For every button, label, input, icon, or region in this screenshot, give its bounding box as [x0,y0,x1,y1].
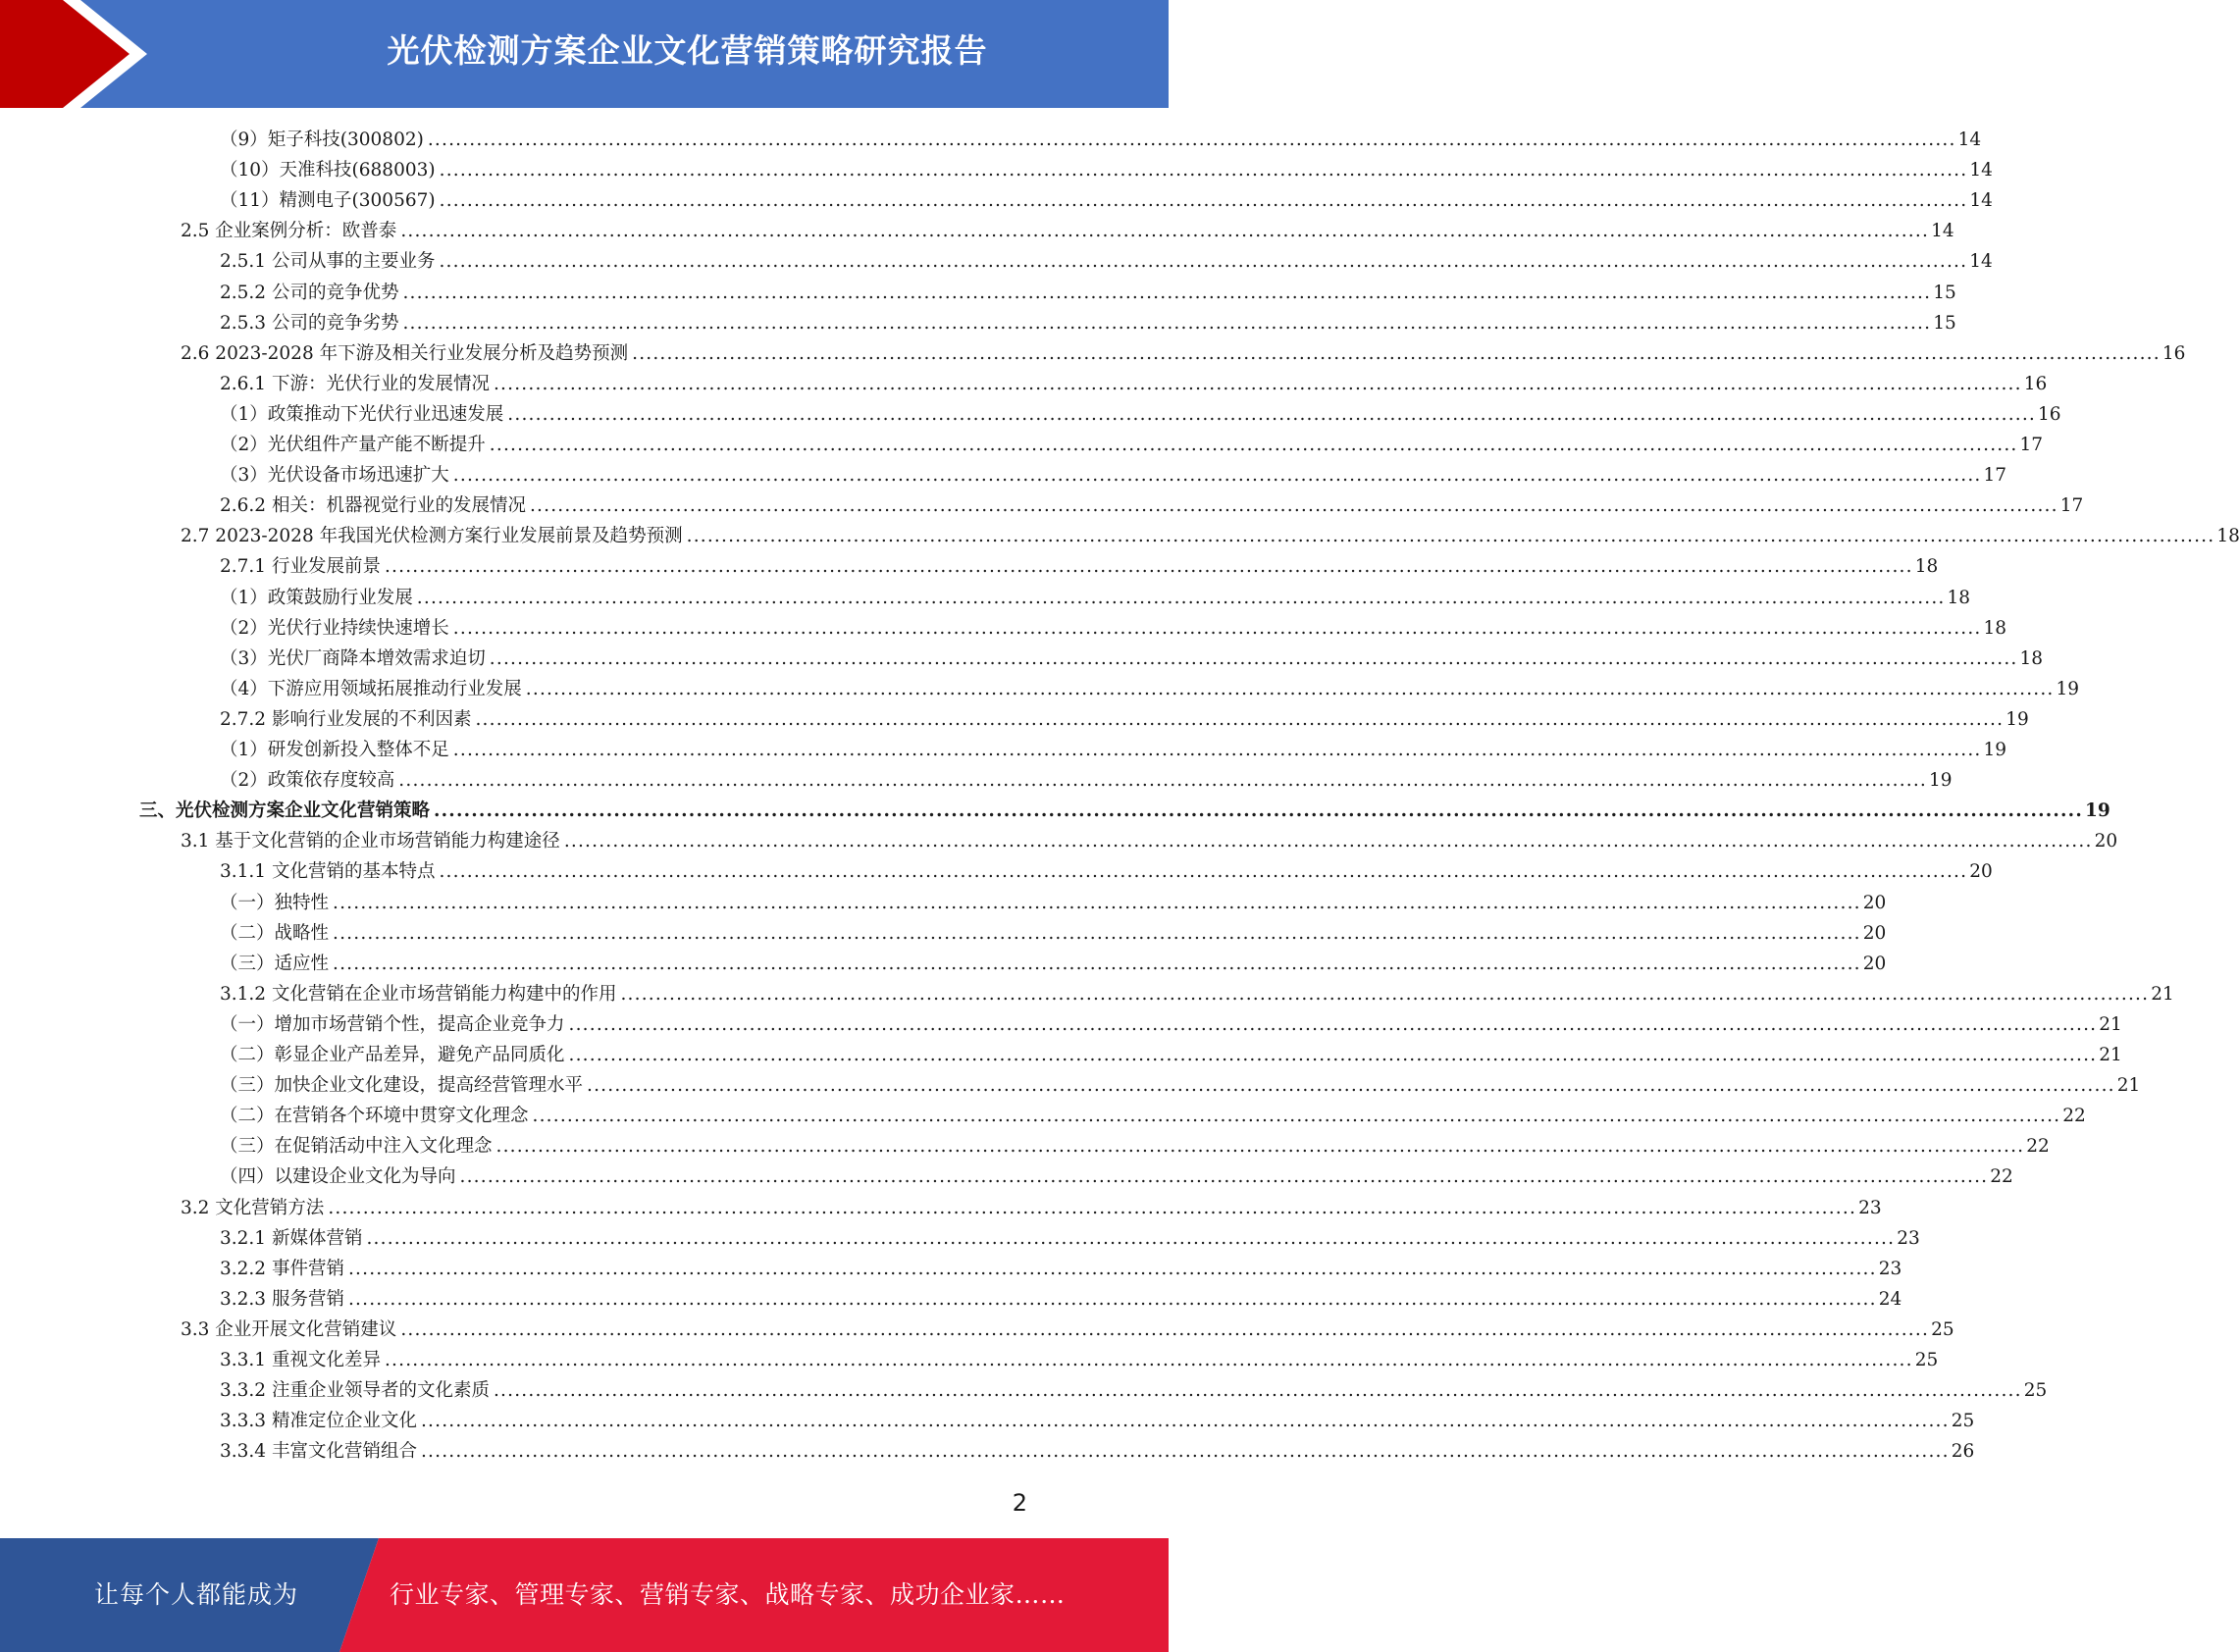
toc-leader-dots: ............................................................................................................................................................................................................................ [568,1045,2098,1065]
toc-entry-label: （1）政策鼓励行业发展 [220,587,413,608]
toc-entry-label: 3.2.3 服务营销 [220,1288,344,1310]
toc-leader-dots: ............................................................................................................................................................................................................................ [632,342,2161,364]
toc-entry[interactable] [220,613,2007,644]
toc-entry[interactable] [220,1040,2122,1070]
toc-entry-label: （11）精测电子(300567) [220,190,436,212]
toc-entry-label: 3.3.2 注重企业领导者的文化素质 [220,1380,490,1402]
toc-entry-page: 25 [1931,1318,1954,1340]
toc-entry-label: 3.3.4 丰富文化营销组合 [220,1441,417,1463]
toc-leader-dots: ............................................................................................................................................................................................................................ [532,1106,2061,1127]
toc-entry-label: 3.1.2 文化营销在企业市场营销能力构建中的作用 [220,983,617,1005]
toc-entry-label: 3.2 文化营销方法 [181,1197,325,1218]
toc-entry[interactable] [220,1070,2141,1101]
toc-leader-dots: ............................................................................................................................................................................................................................ [328,1197,1857,1218]
page-number: 2 [1012,1489,1027,1517]
toc-leader-dots: ............................................................................................................................................................................................................................ [439,251,1968,273]
toc-entry-label: （二）战略性 [220,922,330,944]
toc-entry[interactable] [220,765,1953,796]
toc-entry-label: （四）以建设企业文化为导向 [220,1166,456,1188]
toc-entry[interactable] [220,278,1956,308]
toc-entry-label: 2.5.1 公司从事的主要业务 [220,251,436,273]
toc-leader-dots: ............................................................................................................................................................................................................................ [620,983,2150,1005]
toc-entry-label: （2）政策依存度较高 [220,770,395,792]
toc-entry[interactable] [220,490,2084,521]
toc-leader-dots: ............................................................................................................................................................................................................................ [416,587,1946,608]
toc-entry-label: 3.1 基于文化营销的企业市场营销能力构建途径 [181,831,560,852]
toc-leader-dots: ............................................................................................................................................................................................................................ [420,1441,1950,1463]
toc-leader-dots: ............................................................................................................................................................................................................................ [507,403,2037,425]
toc-entry-label: （二）彰显企业产品差异，避免产品同质化 [220,1045,565,1065]
toc-entry-page: 21 [2151,983,2174,1005]
toc-entry-label: 2.7.1 行业发展前景 [220,556,381,578]
toc-leader-dots: ............................................................................................................................................................................................................................ [686,526,2215,547]
toc-leader-dots: ............................................................................................................................................................................................................................ [402,312,1932,334]
toc-entry-page: 21 [2099,1013,2122,1035]
toc-entry-page: 19 [1929,770,1953,792]
toc-entry[interactable] [220,644,2044,674]
toc-entry-label: 3.3 企业开展文化营销建议 [181,1318,397,1340]
toc-entry-page: 25 [1951,1411,1975,1432]
toc-leader-dots: ............................................................................................................................................................................................................................ [366,1227,1896,1249]
toc-entry-page: 19 [1983,740,2007,760]
toc-entry-label: 2.5 企业案例分析：欧普泰 [181,221,397,242]
toc-entry-label: 2.6 2023-2028 年下游及相关行业发展分析及趋势预测 [181,342,629,364]
toc-entry-page: 16 [2038,403,2061,425]
toc-entry-label: （2）光伏行业持续快速增长 [220,617,449,639]
toc-leader-dots: ............................................................................................................................................................................................................................ [459,1166,1989,1188]
toc-entry-label: （2）光伏组件产量产能不断提升 [220,435,486,455]
toc-entry-page: 19 [2056,678,2080,699]
toc-leader-dots: ............................................................................................................................................................................................................................ [475,708,2005,730]
toc-entry-label: 3.1.1 文化营销的基本特点 [220,861,436,883]
toc-entry-label: （三）在促销活动中注入文化理念 [220,1136,493,1158]
toc-entry-page: 14 [1969,251,1993,273]
toc-entry[interactable] [220,460,2007,490]
toc-entry-page: 14 [1969,160,1993,181]
toc-leader-dots: ............................................................................................................................................................................................................................ [493,373,2022,394]
toc-entry[interactable] [220,308,1956,338]
toc-entry[interactable] [220,1223,1920,1254]
toc-entry[interactable] [220,1406,1975,1436]
toc-leader-dots: ............................................................................................................................................................................................................................ [452,740,1982,760]
toc-leader-dots: ............................................................................................................................................................................................................................ [384,1350,1913,1370]
toc-leader-dots: ............................................................................................................................................................................................................................ [452,617,1982,639]
toc-entry-page: 24 [1878,1288,1902,1310]
toc-entry-label: （一）增加市场营销个性，提高企业竞争力 [220,1013,565,1035]
report-title: 光伏检测方案企业文化营销策略研究报告 [387,31,988,70]
toc-entry-page: 19 [2084,800,2110,822]
toc-entry-page: 25 [2023,1380,2048,1402]
toc-leader-dots: ............................................................................................................................................................................................................................ [439,190,1968,212]
toc-entry-label: 2.7.2 影响行业发展的不利因素 [220,708,472,730]
toc-entry-page: 18 [1914,556,1939,578]
toc-leader-dots: ............................................................................................................................................................................................................................ [568,1013,2098,1035]
toc-entry[interactable] [181,338,2186,369]
toc-entry[interactable] [181,1315,1954,1345]
toc-entry-page: 14 [1969,190,1993,212]
toc-entry[interactable] [220,704,2029,735]
footer-slogan-right: 行业专家、管理专家、营销专家、战略专家、成功企业家…… [390,1580,1066,1609]
toc-entry[interactable] [220,1101,2086,1131]
toc-entry-label: 3.2.1 新媒体营销 [220,1227,363,1249]
toc-entry[interactable] [220,155,1993,185]
toc-leader-dots: ............................................................................................................................................................................................................................ [420,1411,1950,1432]
toc-leader-dots: ............................................................................................................................................................................................................................ [529,495,2058,517]
toc-entry-label: 三、光伏检测方案企业文化营销策略 [139,800,431,822]
toc-entry-label: （9）矩子科技(300802) [220,129,424,150]
toc-leader-dots: ............................................................................................................................................................................................................................ [398,770,1928,792]
toc-entry-page: 18 [2216,526,2240,547]
page-header [0,0,1169,108]
toc-entry[interactable] [220,918,1887,949]
toc-entry[interactable] [220,949,1887,979]
toc-entry[interactable] [181,216,1954,246]
toc-entry-page: 18 [1983,617,2007,639]
toc-entry-page: 20 [1969,861,1993,883]
toc-entry-page: 18 [2019,647,2044,669]
toc-leader-dots: ............................................................................................................................................................................................................................ [493,1380,2022,1402]
toc-entry-page: 17 [1983,465,2007,487]
toc-leader-dots: ............................................................................................................................................................................................................................ [452,465,1982,487]
toc-entry-label: （3）光伏厂商降本增效需求迫切 [220,647,486,669]
toc-leader-dots: ............................................................................................................................................................................................................................ [427,129,1956,150]
toc-entry-label: 3.3.1 重视文化差异 [220,1350,381,1370]
toc-entry-page: 25 [1914,1350,1939,1370]
toc-entry-label: （1）研发创新投入整体不足 [220,740,449,760]
toc-entry-page: 16 [2023,373,2048,394]
toc-leader-dots: ............................................................................................................................................................................................................................ [400,221,1930,242]
toc-entry-page: 26 [1951,1441,1975,1463]
toc-entry[interactable] [220,735,2007,765]
toc-entry-page: 14 [1957,129,1982,150]
toc-entry[interactable] [220,1131,2050,1162]
toc-entry-page: 19 [2006,708,2029,730]
toc-entry-label: 2.6.1 下游：光伏行业的发展情况 [220,373,490,394]
toc-entry-page: 22 [1990,1166,2013,1188]
toc-entry-label: 3.3.3 精准定位企业文化 [220,1411,417,1432]
toc-leader-dots: ............................................................................................................................................................................................................................ [563,831,2093,852]
toc-leader-dots: ............................................................................................................................................................................................................................ [384,556,1913,578]
toc-leader-dots: ............................................................................................................................................................................................................................ [439,160,1968,181]
toc-entry-label: （3）光伏设备市场迅速扩大 [220,465,449,487]
toc-entry-label: 2.5.3 公司的竞争劣势 [220,312,399,334]
toc-entry-page: 17 [2019,435,2044,455]
toc-leader-dots: ............................................................................................................................................................................................................................ [333,953,1861,974]
toc-entry-label: （二）在营销各个环境中贯穿文化理念 [220,1106,529,1127]
toc-entry[interactable] [220,125,1982,155]
toc-entry[interactable] [220,369,2048,399]
toc-entry-label: 2.6.2 相关：机器视觉行业的发展情况 [220,495,526,517]
toc-entry[interactable] [220,856,1993,887]
toc-entry-page: 20 [2094,831,2118,852]
toc-entry-page: 22 [2026,1136,2050,1158]
toc-entry[interactable] [220,430,2044,460]
toc-entry-label: （一）独特性 [220,892,330,913]
toc-leader-dots: ............................................................................................................................................................................................................................ [525,678,2055,699]
toc-entry[interactable] [220,1436,1975,1467]
toc-leader-dots: ............................................................................................................................................................................................................................ [489,647,2018,669]
toc-entry[interactable] [220,583,1971,613]
toc-entry-page: 15 [1933,282,1956,303]
toc-entry[interactable] [220,1284,1902,1315]
toc-entry[interactable] [181,826,2118,856]
toc-entry[interactable] [220,1375,2048,1406]
toc-entry-page: 20 [1862,892,1887,913]
toc-entry-label: 3.2.2 事件营销 [220,1258,344,1279]
toc-entry[interactable] [181,1193,1882,1223]
toc-entry-label: （4）下游应用领域拓展推动行业发展 [220,678,522,699]
toc-entry[interactable] [220,888,1887,918]
toc-entry[interactable] [220,979,2174,1009]
toc-entry[interactable] [181,521,2240,551]
toc-entry-page: 21 [2116,1075,2141,1097]
toc-leader-dots: ............................................................................................................................................................................................................................ [333,892,1861,913]
toc-entry-page: 22 [2062,1106,2086,1127]
toc-entry-page: 23 [1858,1197,1882,1218]
toc-entry-page: 23 [1878,1258,1902,1279]
toc-entry-page: 21 [2099,1045,2122,1065]
toc-leader-dots: ............................................................................................................................................................................................................................ [434,800,2083,822]
toc-leader-dots: ............................................................................................................................................................................................................................ [495,1136,2025,1158]
toc-entry-page: 23 [1897,1227,1920,1249]
toc-entry-label: 2.5.2 公司的竞争优势 [220,282,399,303]
toc-entry-page: 20 [1862,922,1887,944]
toc-entry[interactable] [220,1254,1902,1284]
toc-leader-dots: ............................................................................................................................................................................................................................ [347,1288,1877,1310]
toc-leader-dots: ............................................................................................................................................................................................................................ [400,1318,1930,1340]
toc-entry-page: 20 [1862,953,1887,974]
toc-entry-page: 16 [2162,342,2186,364]
toc-entry-label: （三）加快企业文化建设，提高经营管理水平 [220,1075,584,1097]
toc-leader-dots: ............................................................................................................................................................................................................................ [489,435,2018,455]
toc-entry-page: 15 [1933,312,1956,334]
toc-entry-label: （三）适应性 [220,953,330,974]
toc-entry-label: 2.7 2023-2028 年我国光伏检测方案行业发展前景及趋势预测 [181,526,683,547]
toc-entry-label: （10）天准科技(688003) [220,160,436,181]
toc-entry-page: 17 [2059,495,2084,517]
toc-leader-dots: ............................................................................................................................................................................................................................ [402,282,1932,303]
toc-entry[interactable] [220,674,2080,704]
toc-entry[interactable] [220,1345,1939,1375]
toc-entry-page: 18 [1947,587,1971,608]
toc-entry[interactable] [220,1009,2122,1040]
toc-leader-dots: ............................................................................................................................................................................................................................ [587,1075,2115,1097]
toc-entry[interactable] [220,399,2061,430]
toc-entry[interactable] [220,185,1993,216]
footer-slogan-left: 让每个人都能成为 [93,1580,298,1609]
toc-entry[interactable] [220,246,1993,277]
toc-leader-dots: ............................................................................................................................................................................................................................ [333,922,1861,944]
toc-entry-page: 14 [1931,221,1954,242]
toc-leader-dots: ............................................................................................................................................................................................................................ [439,861,1968,883]
toc-entry[interactable] [139,796,2110,826]
toc-entry-label: （1）政策推动下光伏行业迅速发展 [220,403,504,425]
toc-entry[interactable] [220,1162,2013,1192]
page-footer [0,1538,1169,1652]
toc-leader-dots: ............................................................................................................................................................................................................................ [347,1258,1877,1279]
toc-entry[interactable] [220,551,1939,582]
